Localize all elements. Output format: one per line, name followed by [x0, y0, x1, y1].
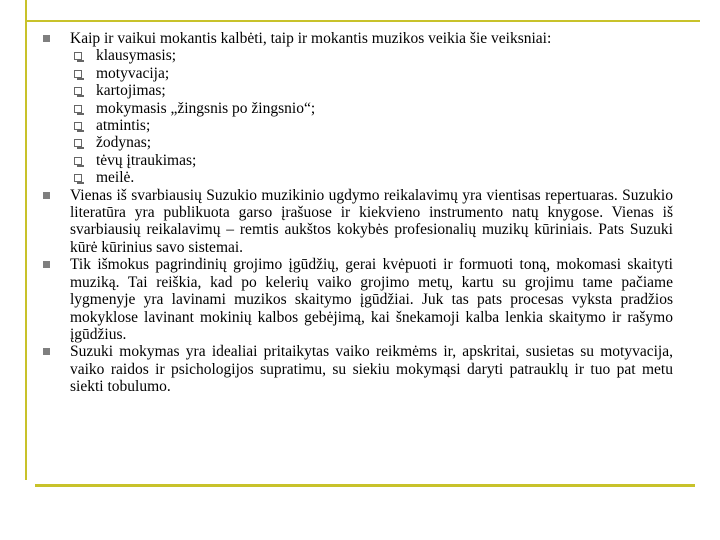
sub-item: žodynas;: [70, 134, 673, 151]
top-decor-line: [25, 20, 700, 22]
sub-item: kartojimas;: [70, 82, 673, 99]
checkbox-bullet-icon: [74, 87, 82, 95]
sub-item: klausymasis;: [70, 47, 673, 64]
factors-sub-list: [70, 47, 673, 186]
sub-item: tėvų įtraukimas;: [70, 152, 673, 169]
vertical-decor-line: [25, 0, 27, 480]
sub-item: mokymasis „žingsnis po žingsnio“;: [70, 100, 673, 117]
factors-lead-text: Kaip ir vaikui mokantis kalbėti, taip ir mokantis muzikos veikia šie veiksniai:: [70, 30, 552, 47]
bullet-item-reading: [40, 256, 673, 343]
square-bullet-icon: [43, 35, 50, 42]
checkbox-bullet-icon: [74, 122, 82, 130]
checkbox-bullet-icon: [74, 105, 82, 113]
bullet-item-repertoire: [40, 187, 673, 257]
motivation-paragraph: Suzuki mokymas yra idealiai pritaikytas vaiko reikmėms ir, apskritai, susietas su motyvacija, vaiko raidos ir psichologijos supratimu, su siekiu mokymąsi daryti patrauklų ir tuo pat metu siekti tobulumo.: [70, 343, 673, 396]
slide-content: [40, 30, 673, 396]
bottom-decor-line: [35, 484, 695, 487]
bullet-item-motivation: [40, 343, 673, 395]
checkbox-bullet-icon: [74, 139, 82, 147]
checkbox-bullet-icon: [74, 52, 82, 60]
checkbox-bullet-icon: [74, 174, 82, 182]
reading-paragraph: Tik išmokus pagrindinių grojimo įgūdžių, gerai kvėpuoti ir formuoti toną, mokomasi skaityti muziką. Tai reiškia, kad po kelerių vaiko grojimo metų, kartu su grojimu tame pačiame lygmenyje yra lavinami muzikos skaitymo įgūdžiai. Juk tas pats procesas vyksta pradžios mokyklose lavinant mokinių kalbos gebėjimą, kai šnekamoji kalba lenkia skaitymo ir rašymo įgūdžius.: [70, 256, 673, 343]
sub-item: motyvacija;: [70, 65, 673, 82]
repertoire-paragraph: Vienas iš svarbiausių Suzukio muzikinio ugdymo reikalavimų yra vientisas repertuaras. Suzukio literatūra yra publikuota garso įrašuose ir kiekvieno instrumento natų knygose. Vienas iš svarbiausių reikalavimų – remtis aukštos kokybės profesionalių muzikų kūriniais. Pats Suzuki kūrė kūrinius savo sistemai.: [70, 186, 673, 256]
square-bullet-icon: [43, 348, 50, 355]
square-bullet-icon: [43, 192, 50, 199]
checkbox-bullet-icon: [74, 157, 82, 165]
sub-item: meilė.: [70, 169, 673, 186]
bullet-item-factors: [40, 30, 673, 187]
checkbox-bullet-icon: [74, 70, 82, 78]
square-bullet-icon: [43, 261, 50, 268]
sub-item: atmintis;: [70, 117, 673, 134]
